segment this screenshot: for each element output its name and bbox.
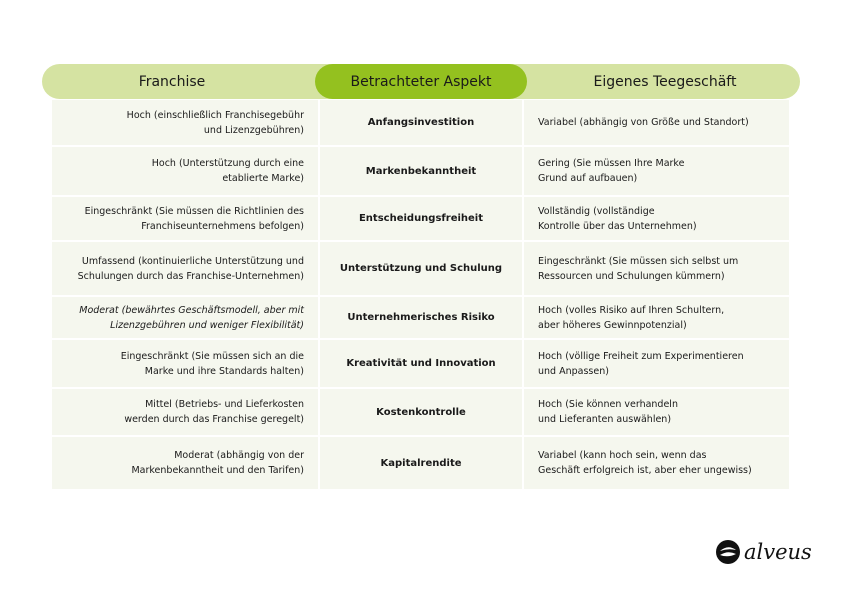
own-business-cell — [524, 100, 789, 145]
franchise-cell — [52, 297, 318, 338]
header-aspect — [315, 64, 527, 99]
header-franchise-label: Franchise — [138, 73, 206, 90]
own-business-cell — [524, 242, 789, 295]
own-business-cell-line: Grund auf aufbauen) — [538, 173, 638, 184]
header-aspect-label: Betrachteter Aspekt — [350, 73, 492, 90]
franchise-cell — [52, 389, 318, 435]
franchise-cell-line: Eingeschränkt (Sie müssen die Richtlinien des — [84, 205, 304, 217]
table-row — [52, 242, 789, 295]
franchise-cell-line: Franchiseunternehmens befolgen) — [141, 220, 304, 232]
aspect-cell — [320, 340, 522, 387]
aspect-cell-text: Kostenkontrolle — [376, 406, 466, 418]
own-business-cell-line: Eingeschränkt (Sie müssen sich selbst um — [538, 255, 739, 267]
own-business-cell — [524, 437, 789, 489]
table-row — [52, 147, 789, 195]
own-business-cell-line: Ressourcen und Schulungen kümmern) — [538, 270, 725, 282]
aspect-cell — [320, 147, 522, 195]
franchise-cell-line: Marke und ihre Standards halten) — [144, 365, 304, 377]
table-row — [52, 197, 789, 240]
alveus-logo — [716, 540, 812, 564]
own-business-cell-line: Kontrolle über das Unternehmen) — [538, 220, 697, 232]
franchise-cell — [52, 197, 318, 240]
alveus-logo-icon — [716, 540, 740, 564]
table-row — [52, 340, 789, 387]
franchise-cell-line: Lizenzgebühren und weniger Flexibilität) — [110, 319, 304, 331]
own-business-cell-line: Hoch (volles Risiko auf Ihren Schultern, — [538, 304, 725, 316]
aspect-cell — [320, 242, 522, 295]
franchise-cell-line: etablierte Marke) — [222, 173, 304, 184]
own-business-cell-line: Variabel (abhängig von Größe und Standort) — [538, 117, 749, 128]
header-own-business — [500, 64, 800, 99]
own-business-cell-line: und Anpassen) — [538, 365, 609, 377]
own-business-cell-line: aber höheres Gewinnpotenzial) — [538, 319, 687, 331]
franchise-cell — [52, 437, 318, 489]
franchise-cell — [52, 147, 318, 195]
aspect-cell-text: Unterstützung und Schulung — [339, 263, 503, 274]
table-row — [52, 437, 789, 489]
table-row — [52, 389, 789, 435]
logo-text: alveus — [744, 540, 812, 564]
aspect-cell-text: Anfangsinvestition — [367, 117, 475, 128]
franchise-cell-line: Schulungen durch das Franchise-Unternehmen) — [77, 270, 304, 282]
franchise-cell-line: Eingeschränkt (Sie müssen sich an die — [120, 350, 304, 362]
own-business-cell — [524, 197, 789, 240]
own-business-cell-line: Vollständig (vollständige — [538, 205, 655, 217]
aspect-cell — [320, 297, 522, 338]
franchise-cell-line: Mittel (Betriebs- und Lieferkosten — [145, 399, 304, 410]
franchise-cell-line: Markenbekanntheit und den Tarifen) — [131, 465, 304, 476]
franchise-cell-line: Hoch (einschließlich Franchisegebühr — [126, 109, 304, 121]
aspect-cell-text: Markenbekanntheit — [365, 165, 477, 177]
own-business-cell-line: Gering (Sie müssen Ihre Marke — [538, 158, 685, 169]
aspect-cell — [320, 389, 522, 435]
own-business-cell — [524, 340, 789, 387]
own-business-cell — [524, 389, 789, 435]
franchise-cell — [52, 340, 318, 387]
aspect-cell — [320, 197, 522, 240]
own-business-cell-line: Variabel (kann hoch sein, wenn das — [538, 450, 707, 461]
own-business-cell-line: Geschäft erfolgreich ist, aber eher ungewiss) — [538, 465, 752, 476]
own-business-cell — [524, 297, 789, 338]
own-business-cell-line: und Lieferanten auswählen) — [538, 414, 672, 425]
header-own-label: Eigenes Teegeschäft — [593, 73, 737, 90]
aspect-cell-text: Entscheidungsfreiheit — [358, 213, 484, 224]
franchise-cell-line: Umfassend (kontinuierliche Unterstützung und — [81, 255, 304, 267]
franchise-cell-line: Hoch (Unterstützung durch eine — [151, 158, 304, 169]
franchise-cell-line: Moderat (bewährtes Geschäftsmodell, aber mit — [79, 304, 304, 316]
franchise-cell-line: werden durch das Franchise geregelt) — [124, 414, 304, 425]
aspect-cell-text: Unternehmerisches Risiko — [347, 312, 495, 323]
own-business-cell — [524, 147, 789, 195]
aspect-cell-text: Kreativität und Innovation — [346, 358, 496, 369]
own-business-cell-line: Hoch (Sie können verhandeln — [538, 399, 678, 410]
aspect-cell — [320, 100, 522, 145]
aspect-cell-text: Kapitalrendite — [380, 457, 462, 469]
franchise-cell — [52, 242, 318, 295]
aspect-cell — [320, 437, 522, 489]
franchise-cell — [52, 100, 318, 145]
own-business-cell-line: Hoch (völlige Freiheit zum Experimentieren — [538, 350, 744, 362]
table-row — [52, 297, 789, 338]
franchise-cell-line: und Lizenzgebühren) — [203, 124, 304, 136]
header-franchise — [42, 64, 342, 99]
table-row — [52, 100, 789, 145]
franchise-cell-line: Moderat (abhängig von der — [174, 450, 304, 461]
